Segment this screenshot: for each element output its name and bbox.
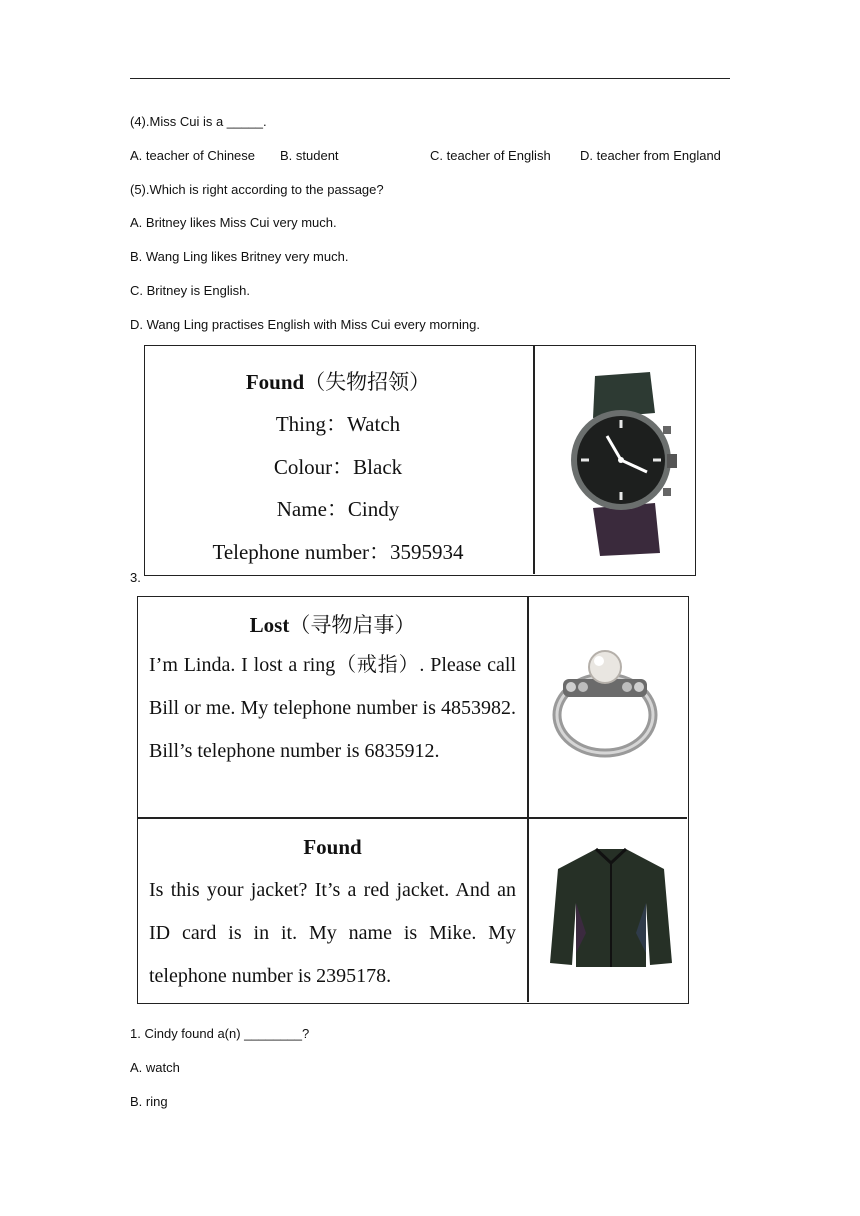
found-name: Name：Cindy [276,497,400,521]
q1-option-b: B. ring [130,1094,168,1109]
q4-option-a: A. teacher of Chinese [130,148,256,163]
found-jacket-title: Found [303,835,362,859]
table-column-divider [527,597,529,1002]
q5-option-b: B. Wang Ling likes Britney very much. [130,249,349,264]
watch-image [555,368,685,558]
q5-option-c: C. Britney is English. [130,283,250,298]
notice-divider [533,346,535,574]
found-watch-title: Found（失物招领） [245,370,431,394]
header-rule [130,78,730,79]
table-row-divider [138,817,687,819]
lost-found-table [137,596,689,1004]
question-4: (4).Miss Cui is a _____. [130,114,267,129]
lost-text: I’m Linda. I lost a ring（戒指）. Please call Bill or me. My telephone number is 4853982. Bill’s telephone number is 6835912. [149,654,516,762]
q5-option-a: A. Britney likes Miss Cui very much. [130,215,337,230]
q5-option-d: D. Wang Ling practises English with Miss Cui every morning. [130,317,480,332]
found-jacket-text: Is this your jacket? It’s a red jacket. And an ID card is in it. My name is Mike. My telephone number is 2395178. [149,879,516,987]
found-watch-notice [144,345,696,576]
section-number: 3. [130,570,141,585]
ring-image [543,637,673,767]
q4-option-c: C. teacher of English [430,148,551,163]
lost-title: Lost（寻物启事） [249,613,416,637]
found-thing: Thing：Watch [275,412,401,436]
question-1: 1. Cindy found a(n) ________? [130,1026,310,1041]
found-colour: Colour：Black [273,455,403,479]
jacket-image [546,843,676,973]
found-telephone: Telephone number：3595934 [212,540,464,564]
q4-option-b: B. student [280,148,339,163]
question-5: (5).Which is right according to the passage? [130,182,384,197]
q4-option-d: D. teacher from England [580,148,721,163]
q1-option-a: A. watch [130,1060,180,1075]
